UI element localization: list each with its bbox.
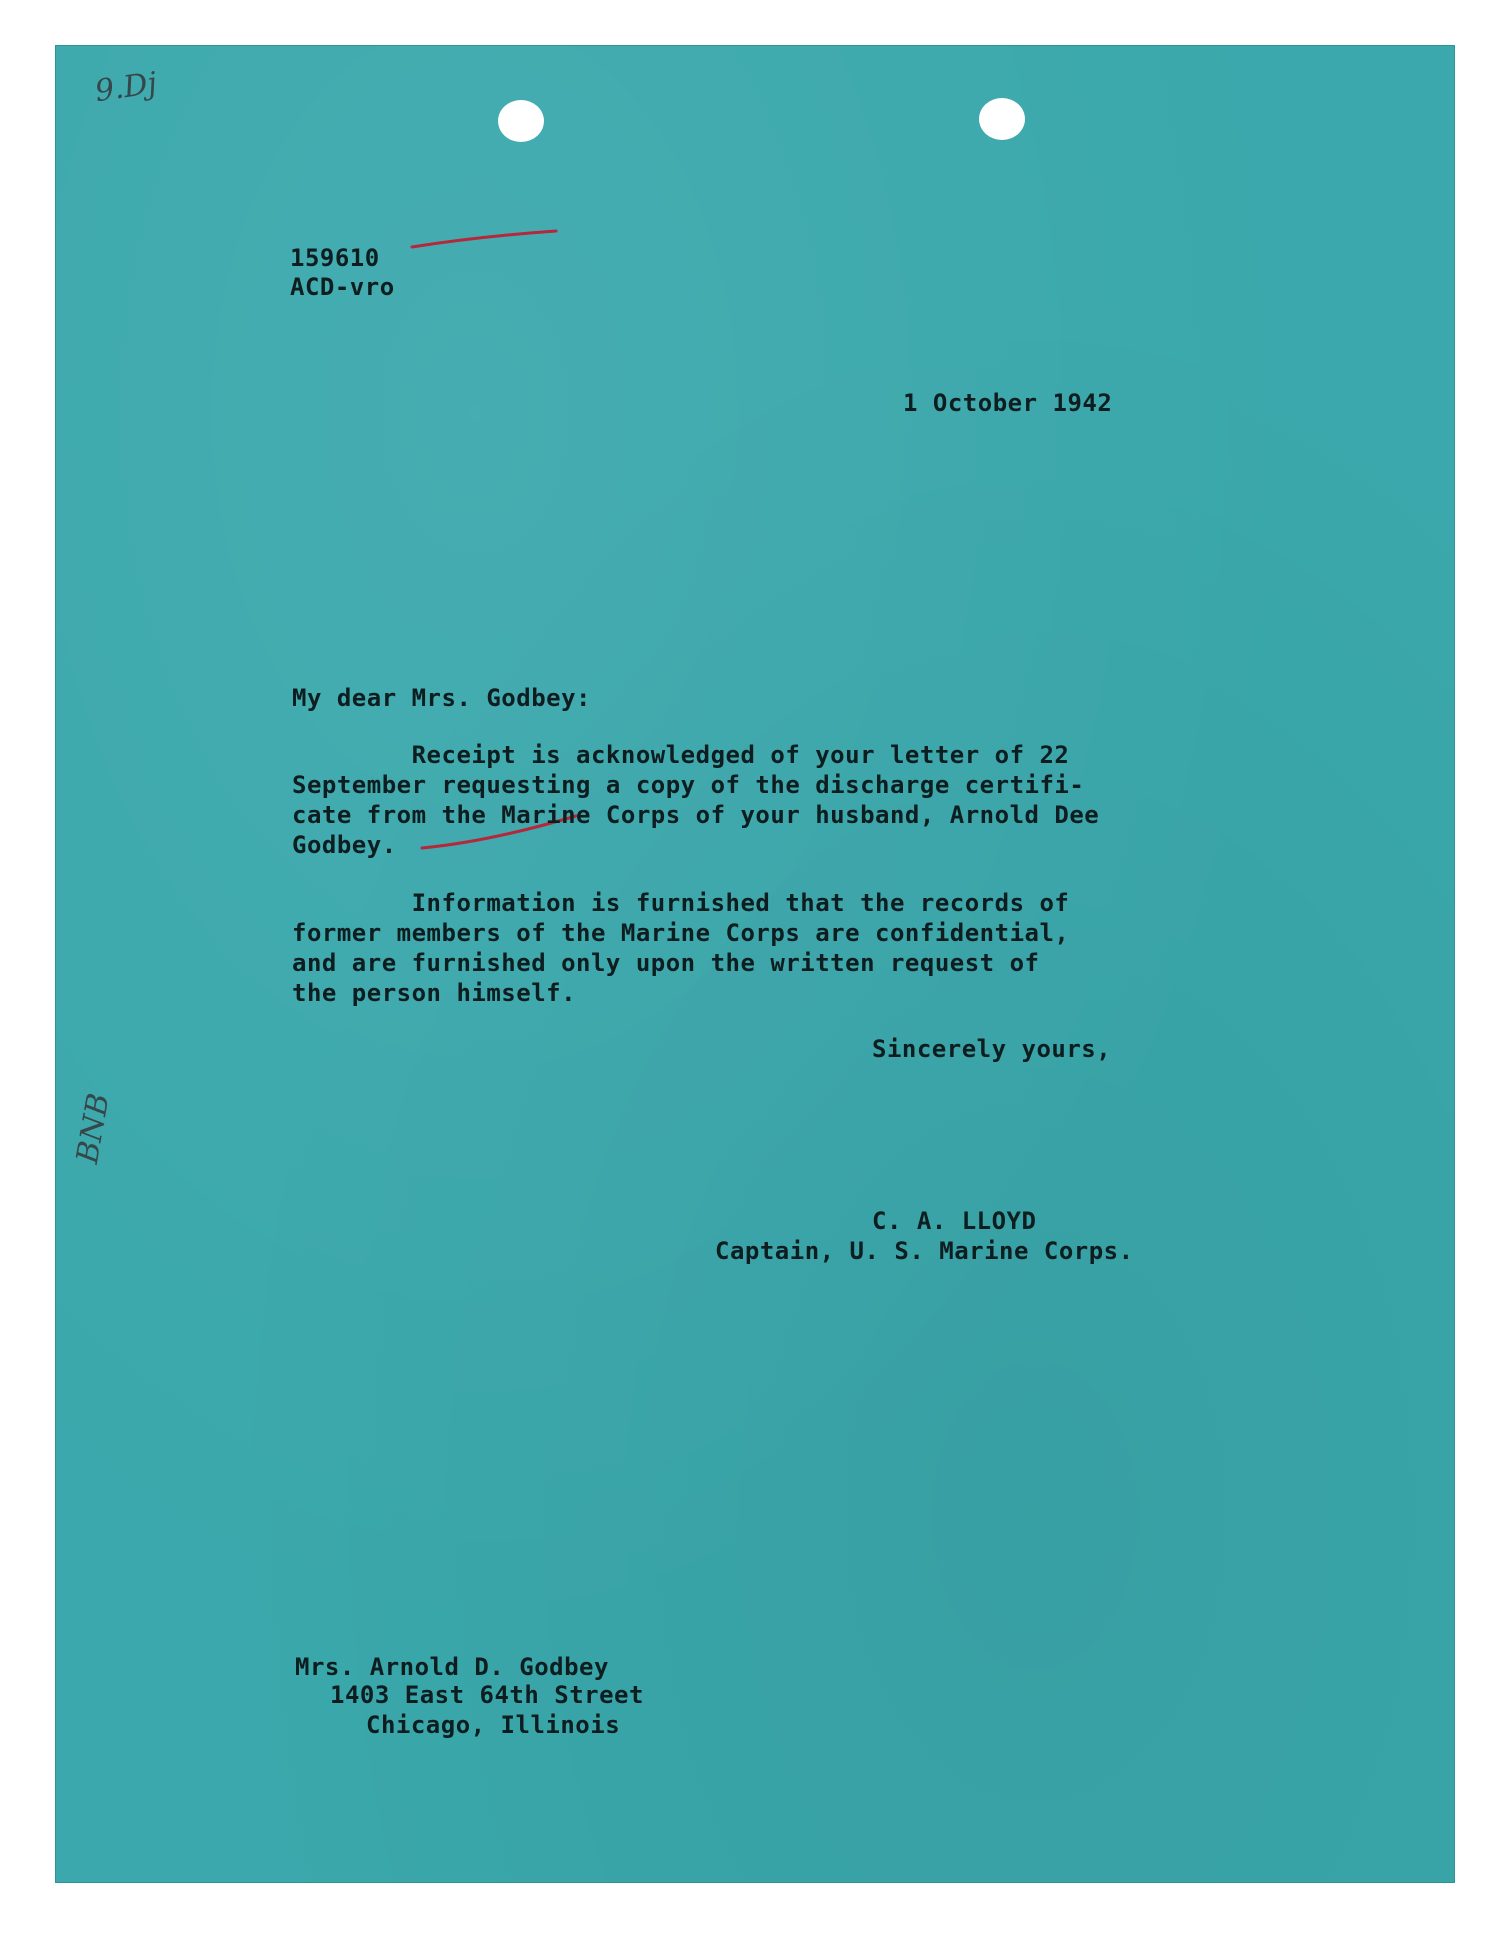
address-line-2: 1403 East 64th Street [330, 1681, 644, 1709]
punch-hole-right [979, 98, 1025, 140]
body-line: Godbey. [292, 831, 397, 859]
body-line: cate from the Marine Corps of your husband, Arnold Dee [292, 801, 1100, 829]
letter-date: 1 October 1942 [903, 389, 1113, 417]
reference-initials: ACD-vro [290, 273, 395, 301]
pencil-mark-top-left: 9.Dj [92, 65, 160, 110]
address-line-3: Chicago, Illinois [366, 1711, 621, 1739]
body-line: and are furnished only upon the written request of [292, 949, 1040, 977]
reference-number: 159610 [290, 244, 380, 272]
body-line: the person himself. [292, 979, 577, 1007]
body-line: Information is furnished that the records of [292, 889, 1070, 917]
red-underline-reference [410, 225, 560, 255]
closing: Sincerely yours, [872, 1035, 1112, 1063]
address-line-1: Mrs. Arnold D. Godbey [295, 1653, 609, 1681]
punch-hole-left [498, 100, 544, 142]
body-line: former members of the Marine Corps are confidential, [292, 919, 1070, 947]
signature-name: C. A. LLOYD [872, 1207, 1037, 1235]
pencil-mark-left-margin: BNB [70, 1090, 117, 1167]
body-line: Receipt is acknowledged of your letter of 22 [292, 741, 1070, 769]
body-line: September requesting a copy of the discharge certifi- [292, 771, 1085, 799]
salutation: My dear Mrs. Godbey: [292, 684, 591, 712]
signature-title: Captain, U. S. Marine Corps. [715, 1237, 1134, 1265]
